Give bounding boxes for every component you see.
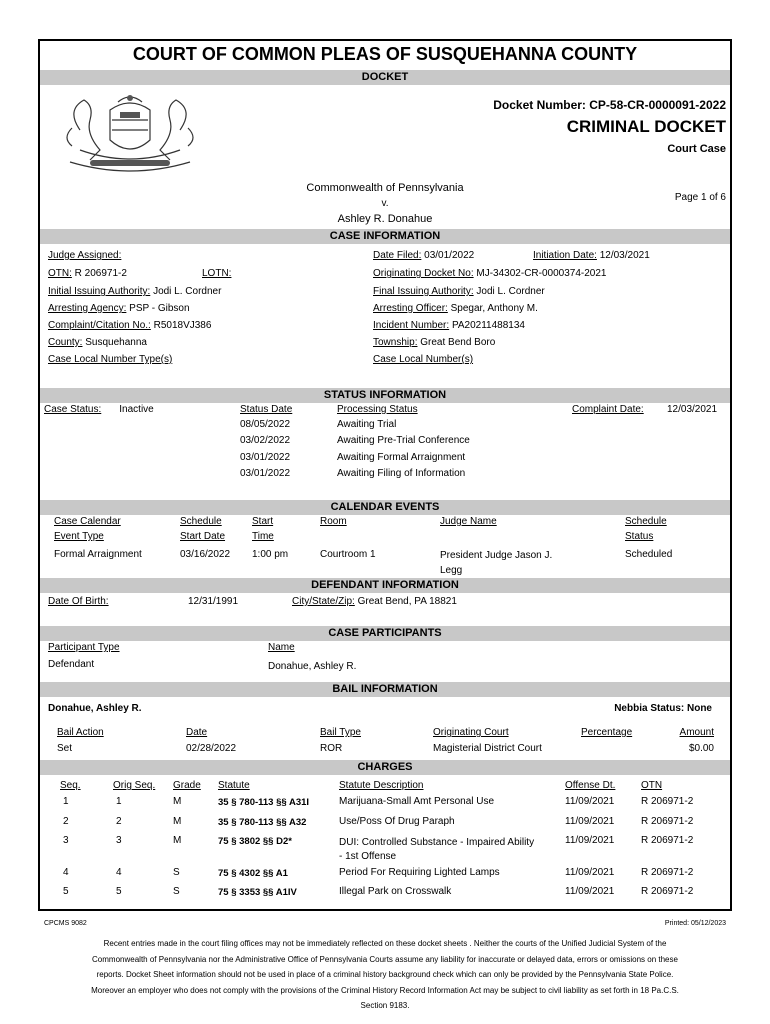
arresting-agency-value: PSP - Gibson <box>129 303 190 314</box>
chg-h-offense: Offense Dt. <box>565 780 616 791</box>
caption-versus: v. <box>381 198 389 209</box>
township-value: Great Bend Boro <box>420 337 496 348</box>
local-number-label: Case Local Number(s) <box>373 354 474 365</box>
csz-label: City/State/Zip: <box>292 596 355 607</box>
init-auth-row <box>48 286 221 297</box>
charge-offense-date: 11/09/2021 <box>565 867 615 878</box>
charge-orig-seq: 2 <box>116 816 122 827</box>
status-text-0: Awaiting Trial <box>337 419 397 430</box>
charge-description: Period For Requiring Lighted Lamps <box>339 867 500 878</box>
final-auth-label: Final Issuing Authority: <box>373 286 474 297</box>
charge-statute: 75 § 3802 §§ D2* <box>218 836 292 847</box>
initiation-label: Initiation Date: <box>533 250 597 261</box>
charges-bar: CHARGES <box>40 760 730 775</box>
lotn-label: LOTN: <box>202 268 232 279</box>
orig-docket-row <box>373 268 606 279</box>
county-row <box>48 337 147 348</box>
docket-bar: DOCKET <box>40 70 730 85</box>
charge-description: Use/Poss Of Drug Paraph <box>339 816 455 827</box>
arresting-agency-row <box>48 303 190 314</box>
bail-date: 02/28/2022 <box>186 743 237 754</box>
charge-description: Illegal Park on Crosswalk <box>339 886 452 897</box>
cal-h-sched1: Schedule <box>180 516 222 527</box>
calendar-events-bar: CALENDAR EVENTS <box>40 500 730 515</box>
complaint-date-value: 12/03/2021 <box>667 404 718 415</box>
arresting-agency-label: Arresting Agency: <box>48 303 127 314</box>
participant-name: Donahue, Ashley R. <box>268 661 357 672</box>
case-participants-bar: CASE PARTICIPANTS <box>40 626 730 641</box>
cal-h-room: Room <box>320 516 347 527</box>
charge-grade: S <box>173 886 180 897</box>
complaint-label: Complaint/Citation No.: <box>48 320 151 331</box>
charge-seq: 4 <box>63 867 69 878</box>
charge-grade: M <box>173 816 182 827</box>
case-status-row <box>44 404 154 415</box>
status-date-3: 03/01/2022 <box>240 468 291 479</box>
bail-h-amount: Amount <box>679 727 714 738</box>
charge-offense-date: 11/09/2021 <box>565 886 615 897</box>
charge-seq: 5 <box>63 886 69 897</box>
charge-orig-seq: 3 <box>116 835 122 846</box>
docket-number: Docket Number: CP-58-CR-0000091-2022 <box>493 98 726 112</box>
chg-h-seq: Seq. <box>60 780 81 791</box>
chg-h-grade: Grade <box>173 780 201 791</box>
arresting-officer-value: Spegar, Anthony M. <box>450 303 538 314</box>
otn-value: R 206971-2 <box>74 268 127 279</box>
orig-docket-label: Originating Docket No: <box>373 268 474 279</box>
bail-h-type: Bail Type <box>320 727 361 738</box>
charge-offense-date: 11/09/2021 <box>565 796 615 807</box>
court-case-label: Court Case <box>667 143 726 155</box>
township-row <box>373 337 495 348</box>
participant-type-header: Participant Type <box>48 642 120 653</box>
local-number-type-label: Case Local Number Type(s) <box>48 354 173 365</box>
cal-date: 03/16/2022 <box>180 549 231 560</box>
cal-h-start1: Start <box>252 516 274 527</box>
county-value: Susquehanna <box>85 337 147 348</box>
cal-h-sched2: Start Date <box>180 531 226 542</box>
charge-seq: 3 <box>63 835 69 846</box>
dob-value: 12/31/1991 <box>188 596 239 607</box>
chg-h-otn: OTN <box>641 780 663 791</box>
status-text-2: Awaiting Formal Arraignment <box>337 452 466 463</box>
charge-otn: R 206971-2 <box>641 867 694 878</box>
cal-time: 1:00 pm <box>252 549 289 560</box>
csz-value: Great Bend, PA 18821 <box>357 596 457 607</box>
nebbia-status: Nebbia Status: None <box>614 703 712 714</box>
form-number: CPCMS 9082 <box>44 920 87 927</box>
township-label: Township: <box>373 337 418 348</box>
cal-h-status1: Schedule <box>625 516 667 527</box>
incident-label: Incident Number: <box>373 320 450 331</box>
caption-defendant: Ashley R. Donahue <box>337 213 433 225</box>
charge-offense-date: 11/09/2021 <box>565 816 615 827</box>
bail-h-action: Bail Action <box>57 727 104 738</box>
status-date-2: 03/01/2022 <box>240 452 291 463</box>
status-date-header: Status Date <box>240 404 293 415</box>
charge-orig-seq: 5 <box>116 886 122 897</box>
incident-row <box>373 320 525 331</box>
bail-court: Magisterial District Court <box>433 743 542 754</box>
participant-name-header: Name <box>268 642 295 653</box>
final-auth-value: Jodi L. Cordner <box>476 286 545 297</box>
chg-h-desc: Statute Description <box>339 780 424 791</box>
cal-h-status2: Status <box>625 531 654 542</box>
arresting-officer-label: Arresting Officer: <box>373 303 448 314</box>
charge-statute: 35 § 780-113 §§ A31I <box>218 797 310 808</box>
participant-type: Defendant <box>48 659 95 670</box>
init-auth-label: Initial Issuing Authority: <box>48 286 151 297</box>
charge-seq: 1 <box>63 796 69 807</box>
cal-judge-line1: President Judge Jason J. <box>440 550 553 561</box>
charge-seq: 2 <box>63 816 69 827</box>
date-filed-row <box>373 250 474 261</box>
caption-commonwealth: Commonwealth of Pennsylvania <box>306 182 464 194</box>
case-status-label: Case Status: <box>44 404 102 415</box>
csz-row <box>292 596 457 607</box>
bail-h-court: Originating Court <box>433 727 509 738</box>
cal-h-start2: Time <box>252 531 274 542</box>
cal-h-event2: Event Type <box>54 531 104 542</box>
defendant-information-bar: DEFENDANT INFORMATION <box>40 578 730 593</box>
charge-otn: R 206971-2 <box>641 835 694 846</box>
docket-type: CRIMINAL DOCKET <box>566 117 726 136</box>
page-number: Page 1 of 6 <box>674 192 726 203</box>
status-date-1: 03/02/2022 <box>240 435 291 446</box>
charge-otn: R 206971-2 <box>641 796 694 807</box>
cal-judge-line2: Legg <box>440 565 463 576</box>
bail-action: Set <box>57 743 73 754</box>
processing-status-header: Processing Status <box>337 404 418 415</box>
charge-otn: R 206971-2 <box>641 816 694 827</box>
cal-room: Courtroom 1 <box>320 549 376 560</box>
date-filed-value: 03/01/2022 <box>424 250 475 261</box>
pennsylvania-seal-icon <box>50 90 210 178</box>
charge-description-cont: - 1st Offense <box>339 851 397 862</box>
charge-orig-seq: 1 <box>116 796 122 807</box>
incident-value: PA20211488134 <box>451 320 525 331</box>
charge-grade: S <box>173 867 180 878</box>
cal-h-judge: Judge Name <box>440 516 497 527</box>
complaint-date-label: Complaint Date: <box>572 404 644 415</box>
bail-defendant: Donahue, Ashley R. <box>48 703 142 714</box>
case-status-value: Inactive <box>119 404 154 415</box>
initiation-row <box>533 250 650 261</box>
bail-type: ROR <box>320 743 343 754</box>
arresting-officer-row <box>373 303 538 314</box>
final-auth-row <box>373 286 545 297</box>
case-information-bar: CASE INFORMATION <box>40 229 730 244</box>
bail-h-date: Date <box>186 727 208 738</box>
bail-amount: $0.00 <box>688 743 714 754</box>
status-information-bar: STATUS INFORMATION <box>40 388 730 403</box>
charge-description: Marijuana-Small Amt Personal Use <box>339 796 495 807</box>
status-date-0: 08/05/2022 <box>240 419 291 430</box>
charge-statute: 35 § 780-113 §§ A32 <box>218 817 307 828</box>
orig-docket-value: MJ-34302-CR-0000374-2021 <box>476 268 607 279</box>
charge-orig-seq: 4 <box>116 867 122 878</box>
charge-otn: R 206971-2 <box>641 886 694 897</box>
otn-row <box>48 268 127 279</box>
charge-statute: 75 § 4302 §§ A1 <box>218 868 288 879</box>
charge-grade: M <box>173 835 182 846</box>
cal-event: Formal Arraignment <box>54 549 142 560</box>
cal-h-event1: Case Calendar <box>54 516 121 527</box>
status-text-3: Awaiting Filing of Information <box>337 468 466 479</box>
charge-offense-date: 11/09/2021 <box>565 835 615 846</box>
otn-label: OTN: <box>48 268 72 279</box>
bail-information-bar: BAIL INFORMATION <box>40 682 730 697</box>
disclaimer-text: Recent entries made in the court filing offices may not be immediately reflected on these docket sheets . Neither the courts of the Unified Judicial System of the Commonwealth of Pennsylvania nor the Administrative Office of Pennsylvania Courts assume any liability for inaccurate or delayed data, errors or omissions on these reports. Docket Sheet information should not be used in place of a criminal history background check which can only be provided by the Pennsylvania State Police. Moreover an employer who does not comply with the provisions of the Criminal History Record Information Act may be subject to civil liability as set forth in 18 Pa.C.S. Section 9183. <box>91 939 679 1010</box>
complaint-value: R5018VJ386 <box>153 320 212 331</box>
bail-h-percentage: Percentage <box>581 727 633 738</box>
judge-assigned-label: Judge Assigned: <box>48 250 122 261</box>
date-filed-label: Date Filed: <box>373 250 422 261</box>
printed-date: Printed: 05/12/2023 <box>664 920 726 927</box>
init-auth-value: Jodi L. Cordner <box>153 286 222 297</box>
initiation-value: 12/03/2021 <box>599 250 650 261</box>
court-title: COURT OF COMMON PLEAS OF SUSQUEHANNA COUNTY <box>132 44 638 64</box>
charge-statute: 75 § 3353 §§ A1IV <box>218 887 297 898</box>
complaint-row <box>48 320 211 331</box>
chg-h-statute: Statute <box>218 780 250 791</box>
charge-grade: M <box>173 796 182 807</box>
county-label: County: <box>48 337 83 348</box>
chg-h-orig: Orig Seq. <box>113 780 156 791</box>
cal-status: Scheduled <box>625 549 673 560</box>
status-text-1: Awaiting Pre-Trial Conference <box>337 435 470 446</box>
charge-description: DUI: Controlled Substance - Impaired Ability <box>339 837 535 848</box>
dob-label: Date Of Birth: <box>48 596 109 607</box>
